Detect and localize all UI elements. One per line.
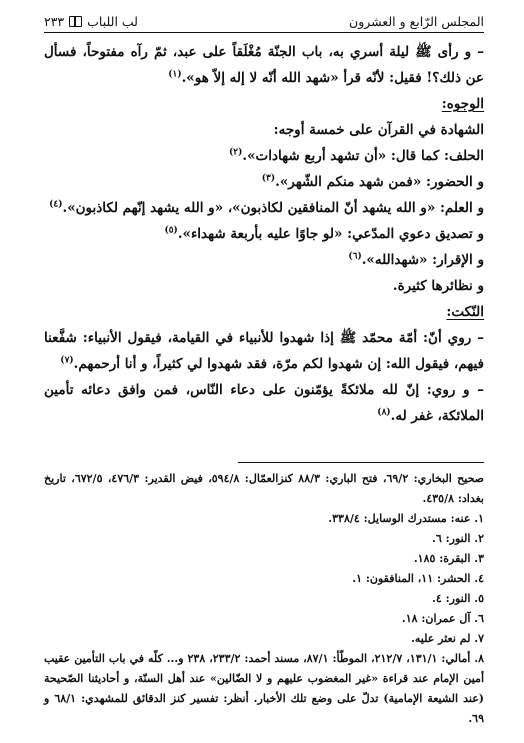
page-number: ٢٣٣	[44, 13, 65, 29]
footnote-2: ٢. النور: ٦.	[432, 532, 484, 545]
paragraph-angels: – و روي: إنّ لله ملائكةً يؤمّنون على دعاء النّاس، فمن وافق دعائه تأمين الملائكة، غفر له.$^{(٨)}$	[44, 382, 484, 424]
footnote-continued: صحيح البخاري: ٦٩/٢، فتح الباري: ٨٨/٣ كنزالعمّال: ٥٩٤/٨، فيض القدير: ٤٧٦/٣، ٦٧٢/٥، تاريخ بغداد: ٤٣٥/٨.	[44, 472, 485, 505]
footnote-ref: (٣)	[261, 173, 276, 184]
footnote-ref: (٦)	[348, 251, 362, 262]
footnote-ref: (٢)	[229, 147, 243, 158]
paragraph-intercession: – روي أنّ: أمّة محمّد ﷺ إذا شهدوا للأنبياء في القيامة، فيقول الأنبياء: شفَّعنا فيهم، فيقول الله: إن شهدوا لكم مرّة، فقد شهدوا لي كثيراً، و أنا أرحمهم.$^{(٧)}$	[44, 330, 484, 372]
footnote-ref: (٧)	[60, 355, 74, 366]
header-book-title: لب اللباب	[87, 13, 138, 29]
heading-nukat: النّكت:	[446, 304, 484, 320]
line-tasdiq: و تصديق دعوي المدّعي: «لو جاوًا عليه بأربعة شهداء».$^{(٥)}$	[164, 225, 484, 242]
line-nazair: و نظائرها كثيرة.	[392, 278, 484, 294]
footnote-separator	[238, 462, 484, 463]
footnote-1: ١. عنه: مستدرك الوسايل: ٣٣٨/٤.	[328, 512, 484, 525]
heading-wujuh: الوجوه:	[441, 96, 484, 112]
line-ilm: و العلم: «و الله يشهد أنّ المنافقين لكاذبون»، «و الله يشهد إنّهم لكاذبون».$^{(٤)}$	[49, 199, 484, 216]
footnote-8: ٨. أمالي: ١٣١/١، ٢١٢/٧، الموطّأ: ٨٧/١، مسند أحمد: ٢٣٣/٢، ٢٣٨ و... كلّه في باب التأمين عقيب أمين الإمام عند قراءة «غير المغضوب عليهم و لا الضّالين» عند أهل السنّة، و أحاديثنا الصّحيحة (عند الشيعة الإمامية) تدلّ على وضع تلك الأخبار. أنظر: تفسير كنز الدقائق للمشهدي: ٦٨/١ و ٦٩.	[44, 652, 485, 725]
running-header	[44, 10, 484, 33]
header-book-info	[44, 14, 138, 29]
line-shahada-intro: الشهادة في القرآن على خمسة أوجه:	[273, 122, 484, 138]
paragraph-isra: – و رأى ﷺ ليلة أسري به، باب الجنّة مُغْلَقاً على عبد، ثمّ رآه مفتوحاً، فسأل عن ذلك؟! فقيل: لأنّه قرأ «شهد الله أنّه لا إله إلاّ هو».$^{(١)}$	[44, 44, 484, 86]
footnote-4: ٤. الحشر: ١١، المنافقون: ١.	[352, 572, 484, 585]
footnote-ref: (٥)	[164, 225, 178, 236]
footnote-5: ٥. النور: ٤.	[432, 592, 484, 605]
header-chapter-title: المجلس الرّابع و العشرون	[349, 13, 484, 29]
footnote-ref: (٤)	[49, 199, 63, 210]
footnote-7: ٧. لم نعثر عليه.	[411, 632, 484, 645]
footnote-3: ٣. البقرة: ١٨٥.	[413, 552, 484, 565]
footnotes	[44, 469, 484, 729]
footnote-ref: (١)	[168, 69, 182, 80]
line-hudur: و الحضور: «فمن شهد منكم الشّهر».$^{(٣)}$	[261, 173, 484, 190]
line-iqrar: و الإقرار: «شهدالله».$^{(٦)}$	[348, 251, 484, 268]
line-halif: الحلف: كما قال: «أن تشهد أربع شهادات».$^{(٢)}$	[229, 147, 484, 164]
book-icon	[69, 16, 82, 27]
footnote-6: ٦. آل عمران: ١٨.	[401, 612, 484, 625]
main-text	[44, 39, 484, 429]
footnote-ref: (٨)	[377, 407, 391, 418]
